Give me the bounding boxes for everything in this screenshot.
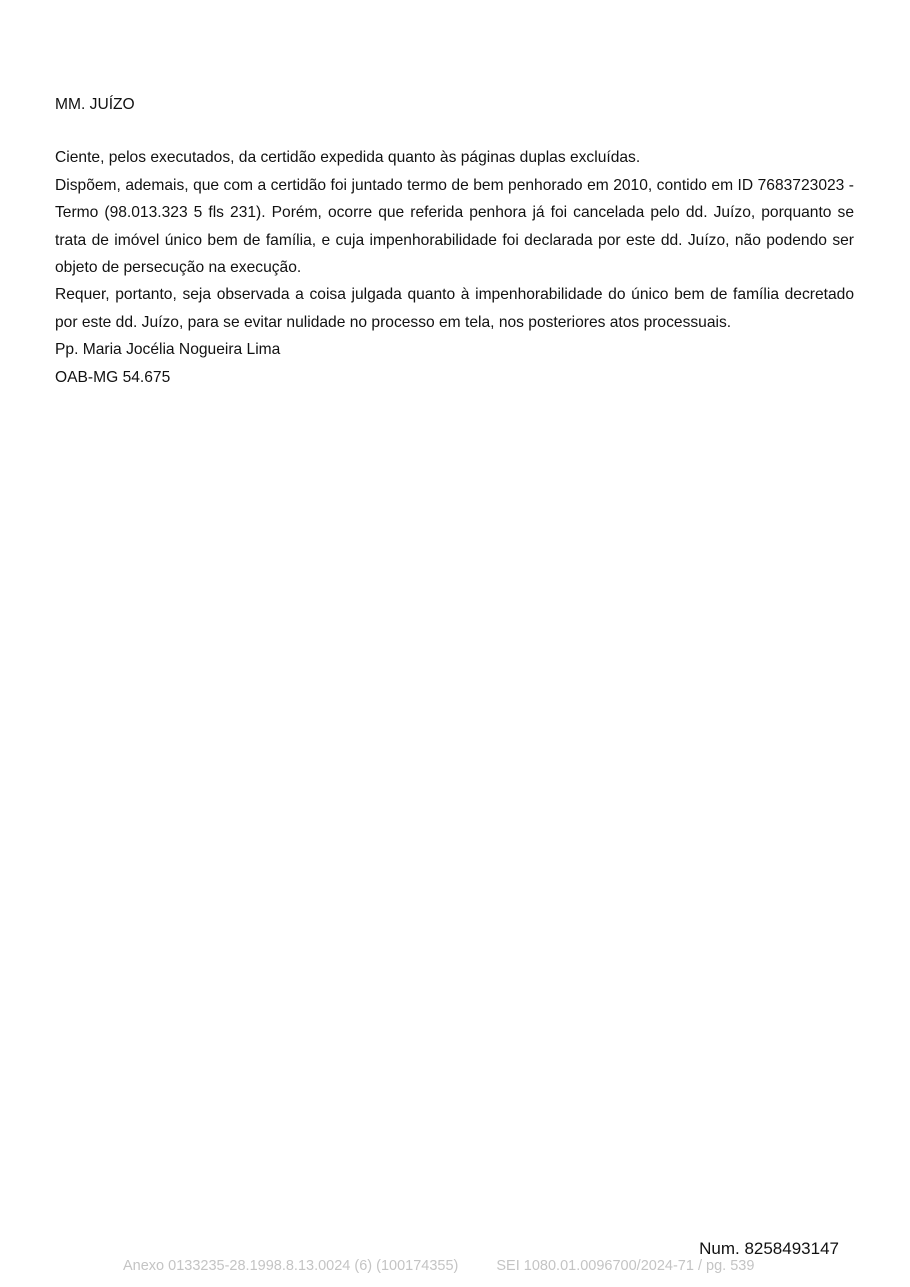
document-heading: MM. JUÍZO bbox=[55, 96, 135, 113]
paragraph-requer: Requer, portanto, seja observada a coisa julgada quanto à impenhorabilidade do único bem de família decretado por este dd. Juízo, para se evitar nulidade no processo em tela, nos posteriores atos processuais. bbox=[55, 286, 854, 331]
paragraph-ciente: Ciente, pelos executados, da certidão expedida quanto às páginas duplas excluídas. bbox=[55, 149, 641, 167]
annex-footer bbox=[123, 1256, 754, 1276]
annex-reference: Anexo 0133235-28.1998.8.13.0024 (6) (100174355) bbox=[123, 1258, 459, 1274]
paragraph-dispoem: Dispõem, ademais, que com a certidão foi juntado termo de bem penhorado em 2010, contido em ID 7683723023 - Termo (98.013.323 5 fls 231). Porém, ocorre que referida penhora já foi cancelada pelo dd. Juízo, porquanto se trata de imóvel único bem de família, e cuja impenhorabilidade foi declarada por este dd. Juízo, não podendo ser objeto de persecução na execução. bbox=[55, 176, 854, 277]
document-body bbox=[55, 91, 854, 391]
sei-page-reference: SEI 1080.01.0096700/2024-71 / pg. 539 bbox=[496, 1258, 755, 1274]
signature-oab: OAB-MG 54.675 bbox=[55, 368, 171, 386]
document-number: Num. 8258493147 bbox=[699, 1239, 839, 1258]
signature-name: Pp. Maria Jocélia Nogueira Lima bbox=[55, 341, 281, 359]
